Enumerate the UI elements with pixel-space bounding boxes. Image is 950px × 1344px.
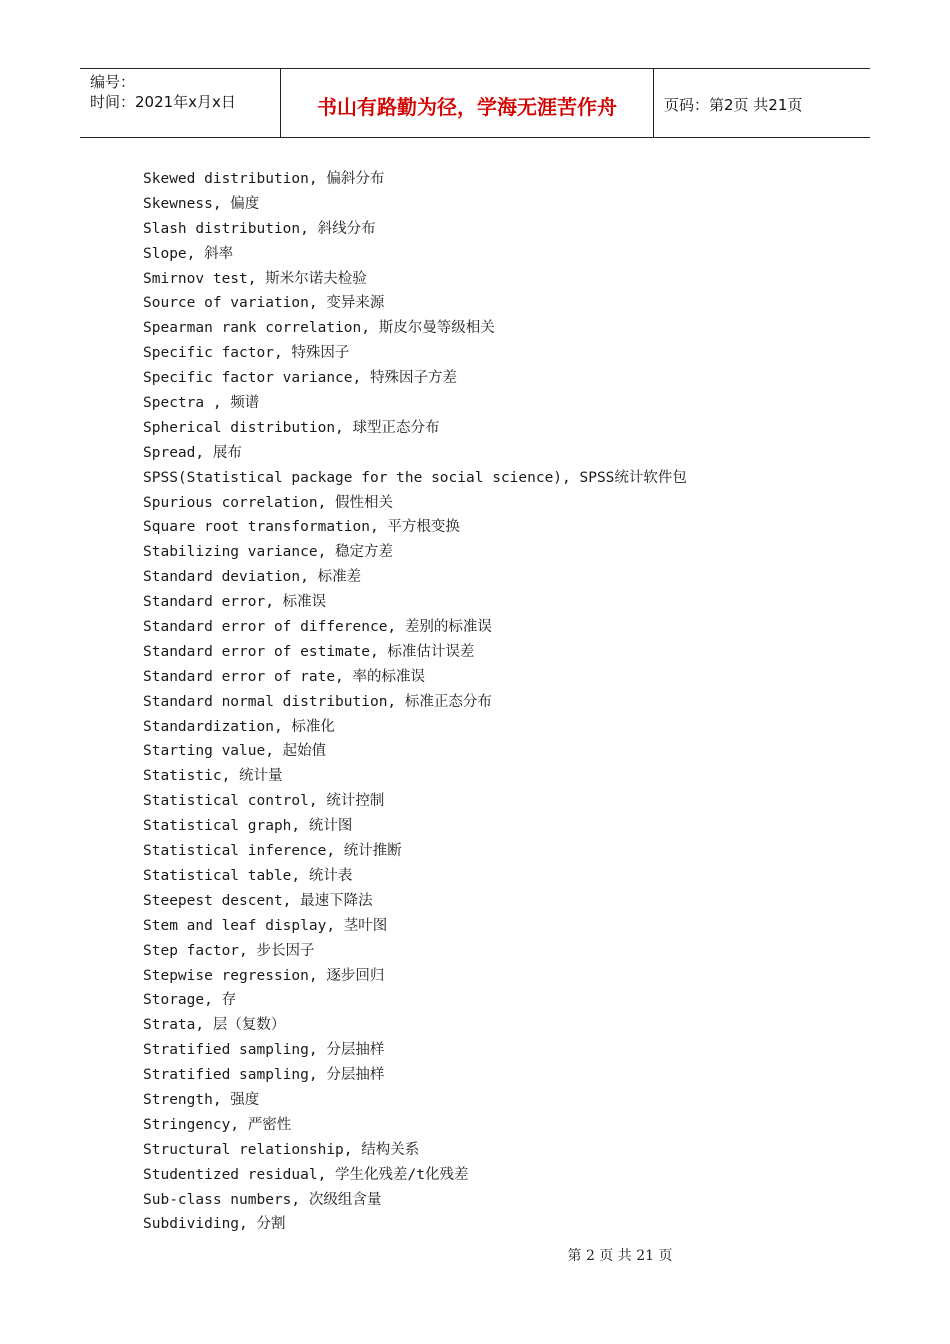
glossary-entry: SPSS(Statistical package for the social science), SPSS统计软件包 bbox=[143, 469, 687, 486]
glossary-entry: Specific factor variance, 特殊因子方差 bbox=[143, 370, 457, 387]
glossary-entry: Sub-class numbers, 次级组含量 bbox=[143, 1191, 382, 1208]
glossary-entry: Source of variation, 变异来源 bbox=[143, 295, 385, 312]
glossary-entry: Spearman rank correlation, 斯皮尔曼等级相关 bbox=[143, 320, 495, 337]
page-header bbox=[80, 68, 870, 138]
glossary-entry: Steepest descent, 最速下降法 bbox=[143, 892, 373, 909]
glossary-entry: Statistical table, 统计表 bbox=[143, 867, 353, 884]
header-page-cell bbox=[654, 69, 870, 137]
glossary-entry: Specific factor, 特殊因子 bbox=[143, 345, 350, 362]
footer-page-number: 第 2 页 共 21 页 bbox=[567, 1248, 673, 1264]
glossary-entry: Slash distribution, 斜线分布 bbox=[143, 220, 376, 237]
glossary-entry: Step factor, 步长因子 bbox=[143, 942, 315, 959]
glossary-entry: Statistic, 统计量 bbox=[143, 768, 283, 785]
glossary-entry: Structural relationship, 结构关系 bbox=[143, 1141, 420, 1158]
glossary-entry: Stratified sampling, 分层抽样 bbox=[143, 1067, 385, 1084]
glossary-entry: Slope, 斜率 bbox=[143, 245, 234, 262]
glossary-entry: Stratified sampling, 分层抽样 bbox=[143, 1042, 385, 1059]
glossary-entry: Standard deviation, 标准差 bbox=[143, 569, 362, 586]
glossary-entry: Stringency, 严密性 bbox=[143, 1116, 292, 1133]
glossary-entry: Standard error of estimate, 标准估计误差 bbox=[143, 643, 475, 660]
document-number-label: 编号： bbox=[90, 73, 136, 91]
header-motto: 书山有路勤为径，学海无涯苦作舟 bbox=[317, 95, 617, 119]
header-meta-cell bbox=[80, 69, 281, 137]
glossary-entry: Statistical control, 统计控制 bbox=[143, 793, 385, 810]
glossary-entry: Spectra , 频谱 bbox=[143, 395, 260, 412]
glossary-entry: Stabilizing variance, 稳定方差 bbox=[143, 544, 394, 561]
glossary-entry: Statistical inference, 统计推断 bbox=[143, 843, 402, 860]
glossary-entry: Studentized residual, 学生化残差/t化残差 bbox=[143, 1166, 469, 1183]
glossary-entry: Stepwise regression, 逐步回归 bbox=[143, 967, 385, 984]
header-page-info: 页码：第2页 共21页 bbox=[664, 96, 803, 114]
glossary-entry: Standard normal distribution, 标准正态分布 bbox=[143, 693, 492, 710]
header-motto-cell bbox=[281, 69, 654, 137]
glossary-entry: Statistical graph, 统计图 bbox=[143, 818, 353, 835]
document-date-label: 时间：2021年x月x日 bbox=[90, 93, 236, 111]
glossary-entry: Storage, 存 bbox=[143, 992, 237, 1009]
glossary-entry: Starting value, 起始值 bbox=[143, 743, 327, 760]
glossary-entry: Stem and leaf display, 茎叶图 bbox=[143, 917, 388, 934]
glossary-entry: Skewness, 偏度 bbox=[143, 195, 260, 212]
glossary-entry: Spherical distribution, 球型正态分布 bbox=[143, 419, 440, 436]
glossary-entry: Standard error of difference, 差别的标准误 bbox=[143, 619, 492, 636]
glossary-entry: Spurious correlation, 假性相关 bbox=[143, 494, 394, 511]
glossary-entry: Smirnov test, 斯米尔诺夫检验 bbox=[143, 270, 367, 287]
glossary-entry: Standardization, 标准化 bbox=[143, 718, 335, 735]
glossary-entry: Spread, 展布 bbox=[143, 444, 242, 461]
glossary-entry: Strength, 强度 bbox=[143, 1091, 260, 1108]
glossary-entry: Subdividing, 分割 bbox=[143, 1216, 286, 1233]
glossary-list bbox=[143, 167, 843, 1237]
glossary-entry: Square root transformation, 平方根变换 bbox=[143, 519, 460, 536]
glossary-entry: Strata, 层（复数） bbox=[143, 1017, 286, 1034]
glossary-entry: Standard error, 标准误 bbox=[143, 594, 327, 611]
glossary-entry: Standard error of rate, 率的标准误 bbox=[143, 668, 426, 685]
page-footer bbox=[0, 1245, 950, 1265]
glossary-entry: Skewed distribution, 偏斜分布 bbox=[143, 171, 385, 187]
